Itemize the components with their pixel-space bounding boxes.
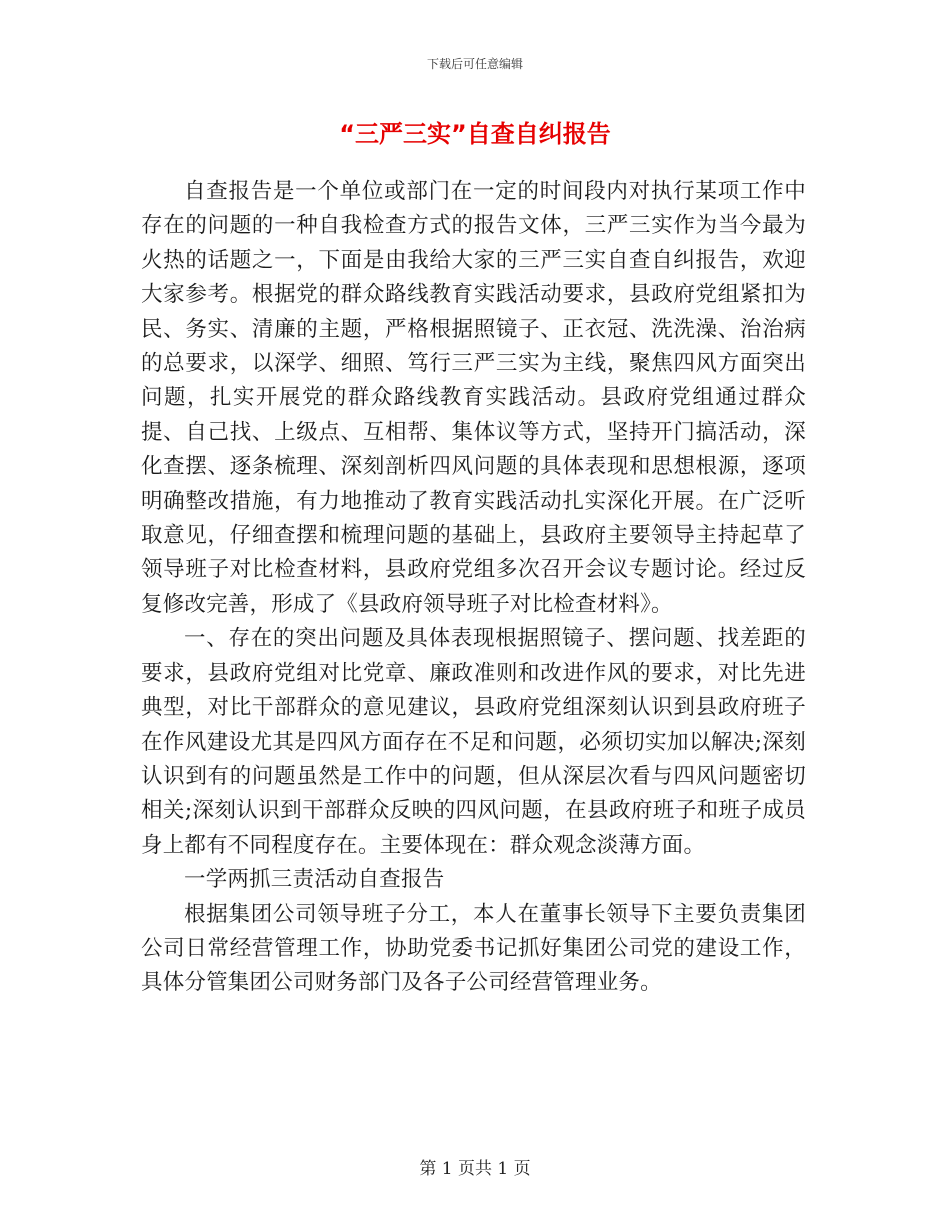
document-body: [141, 175, 806, 1001]
paragraph-problems: 一、存在的突出问题及具体表现根据照镜子、摆问题、找差距的要求，县政府党组对比党章、廉政准则和改进作风的要求，对比先进典型，对比干部群众的意见建议，县政府党组深刻认识到县政府班子在作风建设尤其是四风方面存在不足和问题，必须切实加以解决;深刻认识到有的问题虽然是工作中的问题，但从深层次看与四风问题密切相关;深刻认识到干部群众反映的四风问题，在县政府班子和班子成员身上都有不同程度存在。主要体现在：群众观念淡薄方面。: [141, 626, 806, 858]
paragraph-responsibilities: 根据集团公司领导班子分工，本人在董事长领导下主要负责集团公司日常经营管理工作，协助党委书记抓好集团公司党的建设工作，具体分管集团公司财务部门及各子公司经营管理业务。: [141, 901, 806, 996]
page-number: 第 1 页共 1 页: [419, 1159, 531, 1179]
document-title: “三严三实”自查自纠报告: [339, 120, 611, 148]
paragraph-subheading: 一学两抓三责活动自查报告: [184, 867, 445, 893]
header-note: 下载后可任意编辑: [426, 57, 523, 71]
paragraph-intro: 自查报告是一个单位或部门在一定的时间段内对执行某项工作中存在的问题的一种自我检查方式的报告文体，三严三实作为当今最为火热的话题之一，下面是由我给大家的三严三实自查自纠报告，欢迎大家参考。根据党的群众路线教育实践活动要求，县政府党组紧扣为民、务实、清廉的主题，严格根据照镜子、正衣冠、洗洗澡、治治病的总要求，以深学、细照、笃行三严三实为主线，聚焦四风方面突出问题，扎实开展党的群众路线教育实践活动。县政府党组通过群众提、自己找、上级点、互相帮、集体议等方式，坚持开门搞活动，深化查摆、逐条梳理、深刻剖析四风问题的具体表现和思想根源，逐项明确整改措施，有力地推动了教育实践活动扎实深化开展。在广泛听取意见，仔细查摆和梳理问题的基础上，县政府主要领导主持起草了领导班子对比检查材料，县政府党组多次召开会议专题讨论。经过反复修改完善，形成了《县政府领导班子对比检查材料》。: [141, 179, 806, 617]
